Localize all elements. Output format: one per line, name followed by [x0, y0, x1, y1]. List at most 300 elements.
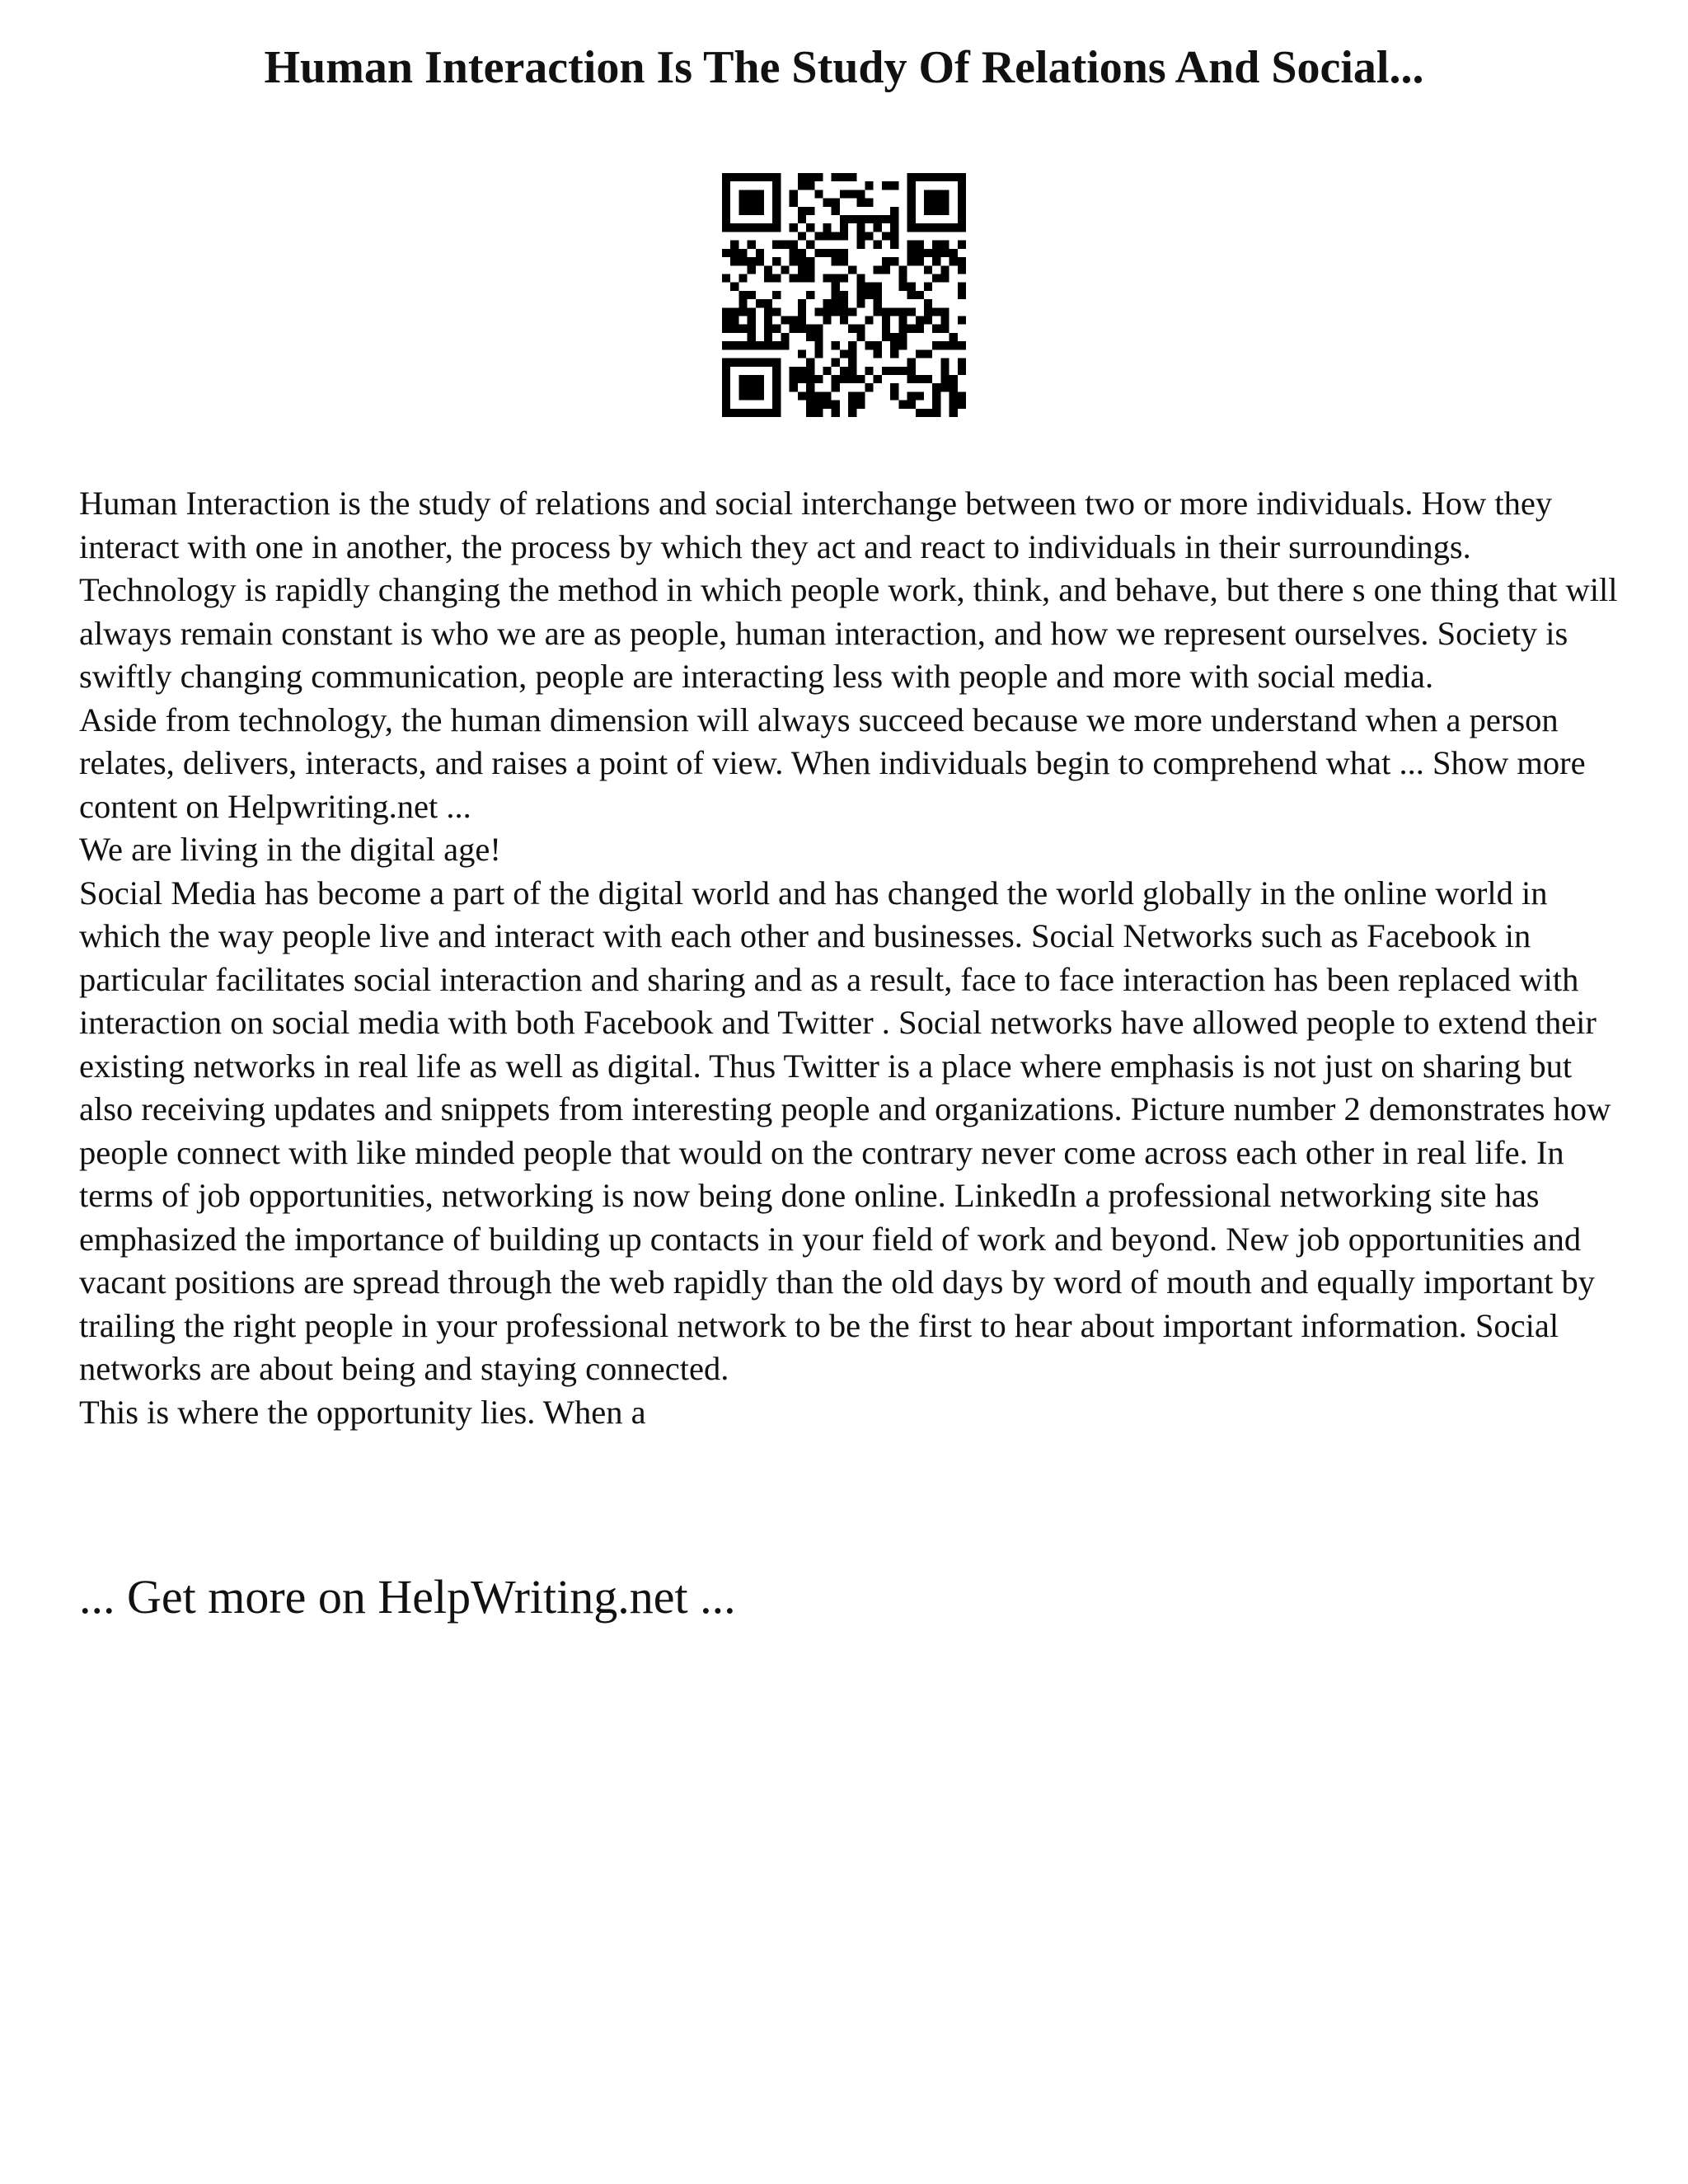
qr-module — [916, 241, 924, 249]
qr-module — [798, 391, 806, 400]
qr-module — [722, 325, 730, 333]
qr-module — [790, 375, 798, 383]
qr-module — [874, 307, 882, 316]
qr-module — [940, 375, 949, 383]
qr-module — [764, 325, 772, 333]
qr-module — [823, 274, 831, 282]
qr-module — [832, 409, 840, 417]
qr-module — [856, 241, 865, 249]
qr-module — [764, 173, 772, 181]
qr-module — [890, 341, 898, 349]
qr-module — [738, 199, 747, 207]
qr-module — [772, 215, 781, 223]
qr-module — [832, 249, 840, 257]
qr-module — [764, 333, 772, 341]
qr-module — [916, 223, 924, 232]
qr-module — [823, 299, 831, 307]
qr-module — [865, 232, 874, 240]
qr-module — [874, 341, 882, 349]
article-body — [79, 482, 1629, 1434]
qr-module — [958, 359, 966, 367]
qr-module — [940, 316, 949, 325]
qr-module — [730, 257, 738, 265]
paragraph: Aside from technology, the human dimension will always succeed because we more understand when a person relates, delivers, interacts, and raises a point of view. When individuals begin to comprehend what ... Show more content on Helpwriting.net ... — [79, 701, 1586, 825]
qr-module — [806, 257, 814, 265]
qr-module — [823, 249, 831, 257]
qr-module — [890, 181, 898, 190]
qr-module — [958, 367, 966, 375]
qr-module — [790, 367, 798, 375]
qr-module — [756, 207, 764, 215]
qr-module — [748, 325, 756, 333]
qr-module — [924, 375, 932, 383]
qr-module — [772, 181, 781, 190]
qr-module — [856, 215, 865, 223]
qr-module — [806, 333, 814, 341]
qr-module — [898, 333, 907, 341]
qr-module — [814, 333, 823, 341]
qr-module — [738, 383, 747, 391]
qr-module — [958, 181, 966, 190]
qr-module — [907, 391, 916, 400]
qr-module — [756, 341, 764, 349]
qr-module — [806, 241, 814, 249]
qr-module — [781, 333, 789, 341]
qr-module — [940, 307, 949, 316]
qr-module — [890, 383, 898, 391]
paragraph: Social Media has become a part of the digital world and has changed the world globally in the online world in which the way people live and interact with each other and businesses. Social Networks such as Facebook in particular facilitates social interaction and sharing and as a result, face to face interaction has been replaced with interaction on social media with both Facebook and Twitter . Social networks have allowed people to extend their existing networks in real life as well as digital. Thus Twitter is a place where emphasis is not just on sharing but also receiving updates and snippets from interesting people and organizations. Picture number 2 demonstrates how people connect with like minded people that would on the contrary never come across each other in real life. In terms of job opportunities, networking is now being done online. LinkedIn a professional networking site has emphasized the importance of building up contacts in your field of work and beyond. New job opportunities and vacant positions are spread through the web rapidly than the old days by word of mouth and equally important by trailing the right people in your professional network to be the first to hear about important information. Social networks are about being and staying connected. — [79, 874, 1611, 1387]
qr-module — [772, 241, 781, 249]
qr-module — [798, 367, 806, 375]
qr-module — [738, 223, 747, 232]
qr-module — [814, 249, 823, 257]
qr-module — [806, 223, 814, 232]
qr-module — [814, 232, 823, 240]
qr-module — [856, 291, 865, 299]
qr-module — [738, 274, 747, 282]
qr-module — [798, 207, 806, 215]
qr-module — [898, 401, 907, 409]
qr-module — [798, 215, 806, 223]
qr-module — [916, 409, 924, 417]
qr-module — [823, 307, 831, 316]
qr-module — [940, 241, 949, 249]
qr-module — [865, 291, 874, 299]
qr-module — [832, 283, 840, 291]
paragraph: We are living in the digital age! — [79, 831, 501, 868]
qr-module — [832, 173, 840, 181]
qr-module — [840, 307, 848, 316]
qr-module — [924, 307, 932, 316]
qr-module — [738, 307, 747, 316]
qr-module — [748, 375, 756, 383]
qr-module — [748, 291, 756, 299]
qr-module — [924, 283, 932, 291]
qr-module — [958, 257, 966, 265]
qr-module — [916, 316, 924, 325]
qr-module — [958, 215, 966, 223]
qr-module — [916, 291, 924, 299]
qr-module — [806, 207, 814, 215]
qr-module — [865, 367, 874, 375]
qr-module — [924, 173, 932, 181]
qr-module — [882, 367, 890, 375]
qr-module — [932, 173, 940, 181]
qr-module — [781, 265, 789, 274]
qr-module — [907, 207, 916, 215]
qr-module — [772, 274, 781, 282]
qr-module — [940, 173, 949, 181]
qr-module — [730, 173, 738, 181]
qr-module — [898, 325, 907, 333]
qr-module — [865, 283, 874, 291]
qr-module — [756, 249, 764, 257]
qr-module — [840, 367, 848, 375]
qr-module — [814, 375, 823, 383]
qr-module — [932, 241, 940, 249]
qr-module — [907, 173, 916, 181]
qr-module — [958, 241, 966, 249]
qr-module — [840, 299, 848, 307]
qr-module — [764, 316, 772, 325]
qr-module — [823, 367, 831, 375]
qr-module — [772, 401, 781, 409]
qr-module — [898, 265, 907, 274]
qr-module — [840, 291, 848, 299]
qr-module — [772, 325, 781, 333]
qr-module — [730, 249, 738, 257]
qr-module — [730, 307, 738, 316]
qr-module — [907, 241, 916, 249]
qr-module — [748, 307, 756, 316]
qr-module — [882, 257, 890, 265]
qr-module — [772, 257, 781, 265]
qr-module — [798, 325, 806, 333]
qr-module — [958, 391, 966, 400]
qr-module — [932, 401, 940, 409]
qr-module — [907, 401, 916, 409]
qr-module — [722, 367, 730, 375]
qr-module — [916, 325, 924, 333]
qr-module — [806, 173, 814, 181]
qr-module — [907, 359, 916, 367]
qr-module — [832, 299, 840, 307]
qr-module — [798, 173, 806, 181]
qr-module — [898, 367, 907, 375]
qr-module — [738, 257, 747, 265]
qr-module — [823, 223, 831, 232]
qr-module — [856, 299, 865, 307]
qr-module — [772, 375, 781, 383]
qr-module — [781, 316, 789, 325]
qr-module — [950, 173, 958, 181]
qr-module — [798, 181, 806, 190]
qr-module — [756, 173, 764, 181]
qr-module — [898, 307, 907, 316]
qr-module — [898, 341, 907, 349]
qr-module — [764, 274, 772, 282]
qr-module — [738, 249, 747, 257]
qr-module — [756, 190, 764, 198]
qr-module — [882, 265, 890, 274]
qr-module — [764, 341, 772, 349]
qr-module — [950, 249, 958, 257]
qr-module — [882, 215, 890, 223]
qr-module — [840, 215, 848, 223]
qr-module — [856, 199, 865, 207]
qr-module — [806, 375, 814, 383]
qr-module — [756, 223, 764, 232]
qr-module — [832, 307, 840, 316]
qr-module — [840, 274, 848, 282]
qr-module — [924, 199, 932, 207]
qr-module — [950, 333, 958, 341]
qr-module — [882, 325, 890, 333]
qr-module — [874, 215, 882, 223]
qr-module — [832, 207, 840, 215]
qr-module — [865, 316, 874, 325]
qr-module — [848, 173, 856, 181]
qr-module — [748, 341, 756, 349]
get-more-link[interactable]: ... Get more on HelpWriting.net ... — [79, 1570, 736, 1624]
qr-module — [890, 307, 898, 316]
qr-module — [722, 375, 730, 383]
qr-module — [823, 391, 831, 400]
qr-module — [738, 391, 747, 400]
qr-module — [772, 199, 781, 207]
qr-module — [722, 173, 730, 181]
qr-module — [832, 257, 840, 265]
qr-module — [756, 383, 764, 391]
qr-module — [840, 349, 848, 358]
qr-module — [814, 341, 823, 349]
qr-module — [940, 383, 949, 391]
qr-module — [730, 223, 738, 232]
qr-module — [882, 316, 890, 325]
qr-module — [874, 241, 882, 249]
qr-module — [806, 265, 814, 274]
qr-module — [932, 257, 940, 265]
qr-module — [772, 341, 781, 349]
qr-module — [814, 190, 823, 198]
qr-module — [806, 391, 814, 400]
qr-module — [916, 375, 924, 383]
qr-module — [730, 409, 738, 417]
qr-module — [890, 241, 898, 249]
qr-module — [798, 249, 806, 257]
qr-module — [856, 190, 865, 198]
qr-module — [814, 173, 823, 181]
qr-module — [806, 181, 814, 190]
qr-module — [764, 223, 772, 232]
qr-module — [882, 232, 890, 240]
qr-module — [730, 325, 738, 333]
qr-module — [924, 316, 932, 325]
qr-module — [748, 199, 756, 207]
qr-module — [772, 223, 781, 232]
qr-module — [738, 207, 747, 215]
qr-module — [790, 325, 798, 333]
qr-module — [907, 257, 916, 265]
qr-code[interactable] — [722, 173, 966, 417]
qr-module — [748, 207, 756, 215]
qr-module — [756, 375, 764, 383]
qr-module — [940, 207, 949, 215]
qr-module — [781, 241, 789, 249]
qr-module — [950, 391, 958, 400]
qr-module — [772, 391, 781, 400]
qr-module — [932, 274, 940, 282]
qr-module — [958, 199, 966, 207]
qr-module — [932, 409, 940, 417]
qr-module — [916, 391, 924, 400]
qr-module — [940, 199, 949, 207]
qr-module — [907, 325, 916, 333]
qr-module — [865, 199, 874, 207]
qr-module — [748, 223, 756, 232]
qr-module — [924, 207, 932, 215]
qr-module — [790, 199, 798, 207]
qr-module — [907, 291, 916, 299]
qr-module — [840, 190, 848, 198]
qr-module — [764, 359, 772, 367]
qr-module — [823, 199, 831, 207]
qr-module — [764, 265, 772, 274]
qr-module — [848, 367, 856, 375]
qr-module — [924, 409, 932, 417]
qr-module — [823, 316, 831, 325]
qr-module — [832, 341, 840, 349]
qr-module — [806, 401, 814, 409]
qr-module — [950, 223, 958, 232]
qr-module — [832, 291, 840, 299]
qr-module — [756, 391, 764, 400]
qr-module — [958, 401, 966, 409]
qr-module — [722, 409, 730, 417]
qr-module — [940, 265, 949, 274]
qr-module — [806, 359, 814, 367]
qr-module — [916, 349, 924, 358]
qr-module — [738, 375, 747, 383]
qr-module — [738, 291, 747, 299]
qr-module — [940, 325, 949, 333]
qr-module — [840, 257, 848, 265]
qr-module — [890, 367, 898, 375]
qr-module — [730, 241, 738, 249]
qr-module — [823, 401, 831, 409]
qr-module — [924, 223, 932, 232]
qr-module — [798, 349, 806, 358]
qr-module — [907, 307, 916, 316]
qr-module — [748, 316, 756, 325]
qr-module — [748, 359, 756, 367]
qr-module — [882, 181, 890, 190]
qr-module — [832, 199, 840, 207]
qr-module — [907, 375, 916, 383]
qr-module — [756, 299, 764, 307]
qr-module — [898, 274, 907, 282]
qr-module — [924, 190, 932, 198]
qr-module — [890, 232, 898, 240]
qr-module — [772, 190, 781, 198]
qr-module — [748, 241, 756, 249]
qr-module — [916, 257, 924, 265]
qr-module — [874, 299, 882, 307]
qr-module — [848, 359, 856, 367]
qr-module — [722, 223, 730, 232]
qr-module — [932, 391, 940, 400]
qr-module — [940, 341, 949, 349]
qr-module — [748, 173, 756, 181]
qr-module — [958, 207, 966, 215]
qr-module — [832, 383, 840, 391]
qr-module — [840, 316, 848, 325]
qr-module — [958, 341, 966, 349]
qr-module — [772, 173, 781, 181]
qr-module — [790, 241, 798, 249]
qr-module — [898, 316, 907, 325]
qr-module — [865, 215, 874, 223]
qr-module — [890, 391, 898, 400]
qr-module — [865, 341, 874, 349]
qr-module — [798, 316, 806, 325]
qr-module — [848, 409, 856, 417]
qr-module — [806, 274, 814, 282]
qr-module — [848, 307, 856, 316]
qr-module — [907, 249, 916, 257]
qr-module — [940, 223, 949, 232]
qr-module — [798, 232, 806, 240]
qr-module — [790, 257, 798, 265]
qr-module — [848, 215, 856, 223]
qr-module — [772, 291, 781, 299]
qr-module — [748, 190, 756, 198]
qr-module — [848, 325, 856, 333]
qr-module — [924, 265, 932, 274]
qr-module — [806, 409, 814, 417]
qr-module — [916, 249, 924, 257]
qr-module — [756, 199, 764, 207]
qr-module — [890, 223, 898, 232]
qr-module — [840, 232, 848, 240]
qr-module — [722, 207, 730, 215]
qr-module — [748, 391, 756, 400]
qr-module — [722, 199, 730, 207]
qr-module — [730, 316, 738, 325]
qr-module — [874, 349, 882, 358]
qr-module — [722, 215, 730, 223]
qr-module — [814, 307, 823, 316]
qr-module — [874, 291, 882, 299]
qr-module — [748, 383, 756, 391]
qr-module — [790, 316, 798, 325]
qr-module — [798, 299, 806, 307]
qr-module — [772, 359, 781, 367]
qr-module — [848, 401, 856, 409]
qr-module — [832, 232, 840, 240]
qr-module — [865, 383, 874, 391]
qr-module — [856, 232, 865, 240]
qr-module — [874, 375, 882, 383]
qr-module — [848, 349, 856, 358]
qr-module — [856, 391, 865, 400]
qr-module — [940, 190, 949, 198]
qr-module — [722, 383, 730, 391]
qr-module — [840, 375, 848, 383]
qr-module — [890, 349, 898, 358]
qr-module — [772, 367, 781, 375]
qr-module — [823, 232, 831, 240]
